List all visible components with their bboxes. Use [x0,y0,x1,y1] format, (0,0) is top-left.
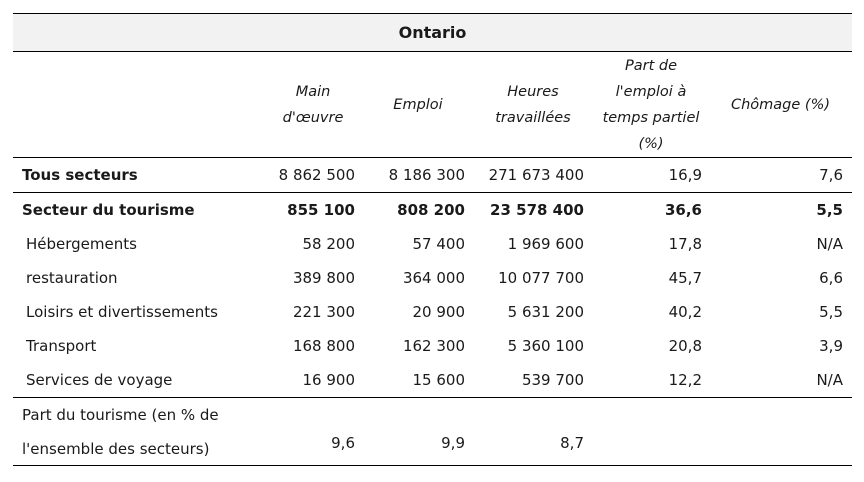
row-label: Services de voyage [26,371,173,389]
cell-main-doeuvre: 855 100 [287,201,355,219]
cell-temps-partiel: 40,2 [668,303,702,321]
cell-heures: 5 631 200 [507,303,584,321]
ontario-tourism-table [13,13,852,466]
cell-heures: 1 969 600 [507,235,584,253]
cell-emploi: 8 186 300 [388,166,465,184]
footer-main-doeuvre: 9,6 [331,434,355,452]
cell-chomage: N/A [816,371,843,389]
table-row-services-voyage [13,363,852,398]
cell-emploi: 162 300 [402,337,465,355]
footer-heures: 8,7 [560,434,584,452]
row-label: Hébergements [26,235,137,253]
row-label: restauration [26,269,118,287]
cell-temps-partiel: 20,8 [668,337,702,355]
cell-emploi: 57 400 [412,235,465,253]
table-row-restauration [13,261,852,295]
column-header-chomage: Chômage (%) [730,96,831,113]
cell-temps-partiel: 16,9 [668,166,702,184]
cell-temps-partiel: 36,6 [664,201,702,219]
cell-emploi: 20 900 [412,303,465,321]
column-header-heures-travaillees: Heures travaillées [495,83,571,126]
cell-main-doeuvre: 58 200 [302,235,355,253]
cell-heures: 23 578 400 [490,201,584,219]
cell-chomage: N/A [816,235,843,253]
cell-heures: 10 077 700 [498,269,584,287]
row-label: Transport [26,337,97,355]
cell-emploi: 808 200 [397,201,465,219]
cell-main-doeuvre: 389 800 [292,269,355,287]
footer-label: Part du tourisme (en % de l'ensemble des secteurs) [22,406,219,458]
table-row-transport [13,329,852,363]
cell-chomage: 5,5 [819,303,843,321]
column-header-main-doeuvre: Main d'œuvre [282,83,344,126]
cell-chomage: 7,6 [819,166,843,184]
footer-emploi: 9,9 [441,434,465,452]
table-row-hebergements [13,227,852,261]
row-label: Tous secteurs [22,166,138,184]
table-row-secteur-tourisme [13,193,852,227]
cell-main-doeuvre: 16 900 [302,371,355,389]
cell-emploi: 364 000 [402,269,465,287]
cell-main-doeuvre: 8 862 500 [278,166,355,184]
cell-main-doeuvre: 168 800 [292,337,355,355]
table-title: Ontario [13,13,852,52]
cell-main-doeuvre: 221 300 [292,303,355,321]
cell-chomage: 5,5 [816,201,843,219]
column-header-part-temps-partiel: Part de l'emploi à temps partiel (%) [602,57,700,152]
table-row-loisirs [13,295,852,329]
row-label: Secteur du tourisme [22,201,195,219]
cell-temps-partiel: 12,2 [668,371,702,389]
table-header [13,52,852,158]
cell-emploi: 15 600 [412,371,465,389]
cell-temps-partiel: 17,8 [668,235,702,253]
cell-chomage: 6,6 [819,269,843,287]
cell-temps-partiel: 45,7 [668,269,702,287]
cell-heures: 5 360 100 [507,337,584,355]
row-label: Loisirs et divertissements [26,303,218,321]
cell-chomage: 3,9 [819,337,843,355]
table-row-tous-secteurs [13,158,852,193]
cell-heures: 539 700 [521,371,584,389]
column-header-emploi: Emploi [393,96,443,113]
table-row-part-tourisme [13,398,852,466]
cell-heures: 271 673 400 [488,166,584,184]
